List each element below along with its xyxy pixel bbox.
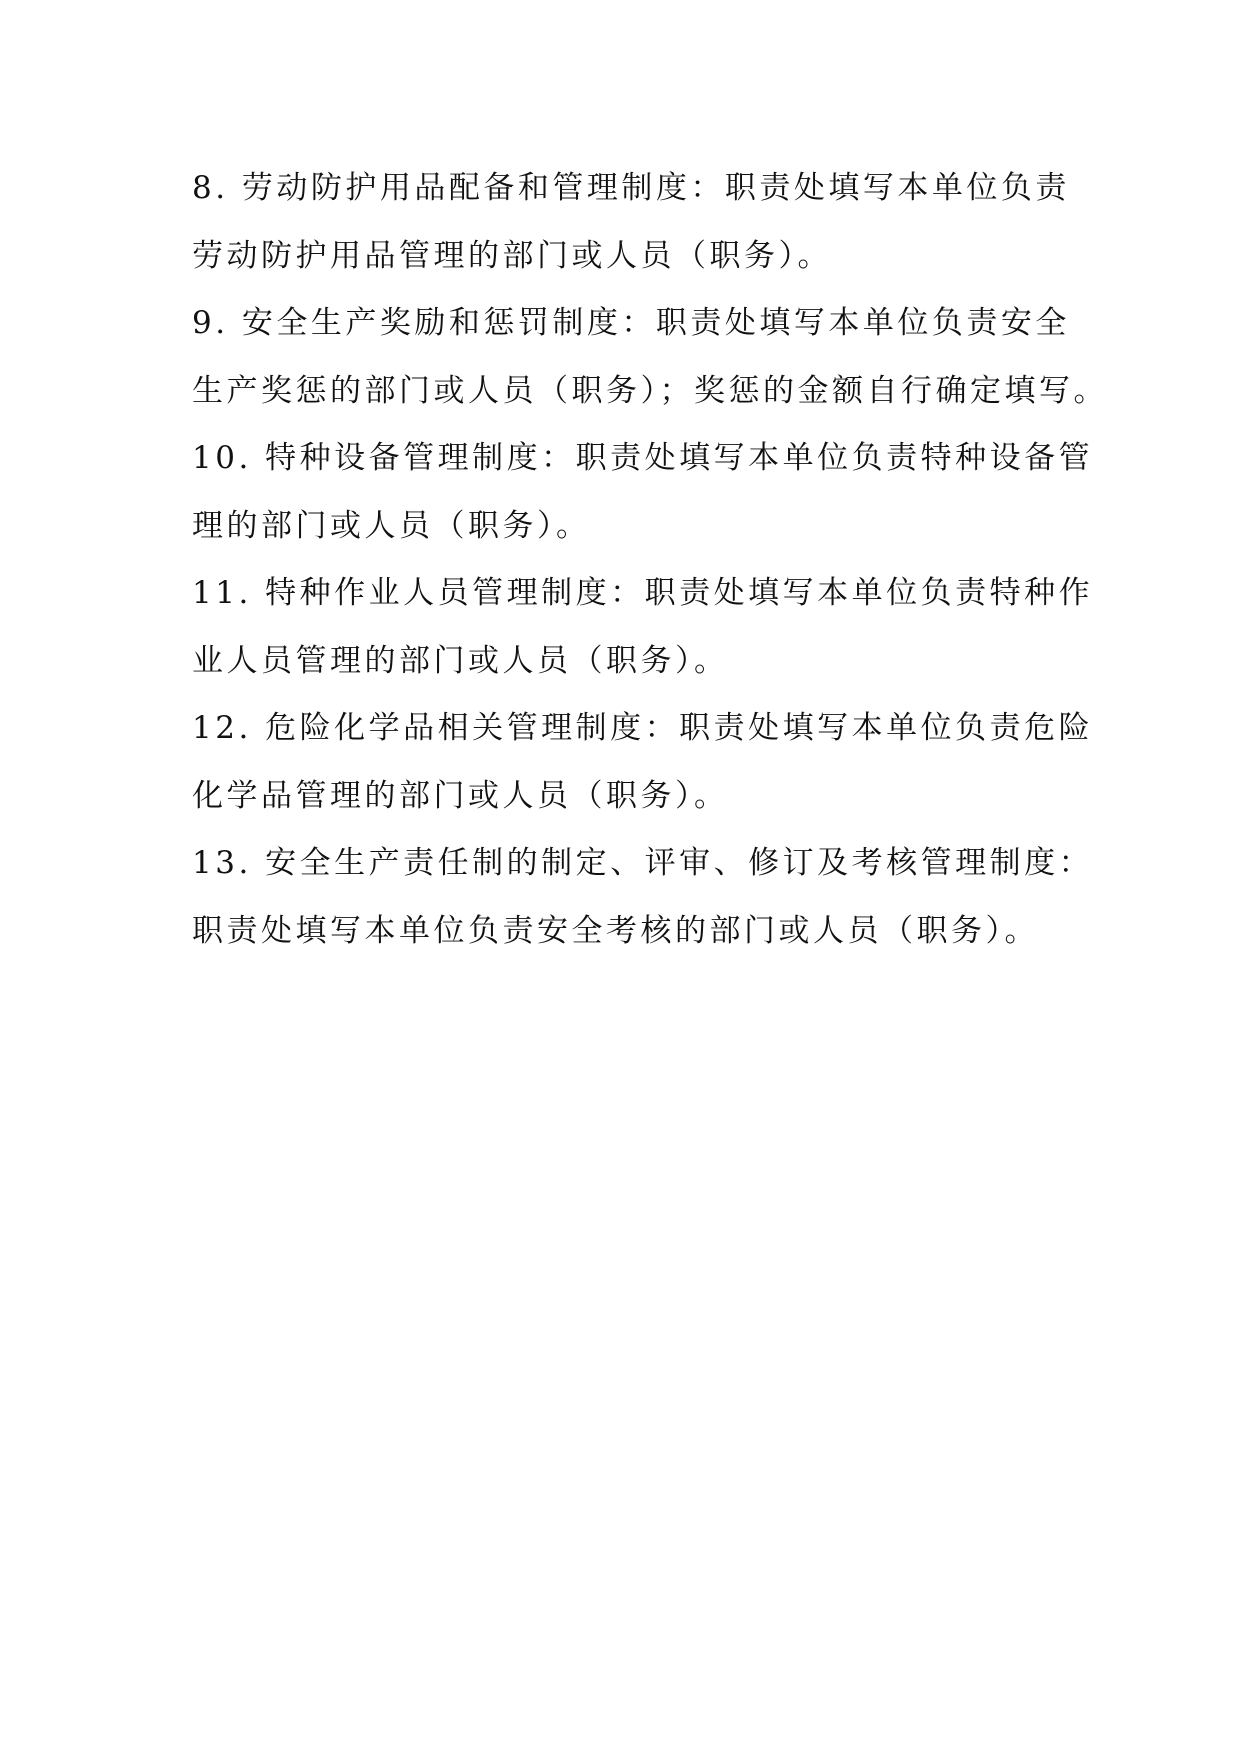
item-11-line-2: 业人员管理的部门或人员（职务）。 bbox=[192, 642, 729, 679]
item-10-line-2: 理的部门或人员（职务）。 bbox=[192, 507, 591, 544]
item-12-line-1: 12. 危险化学品相关管理制度：职责处填写本单位负责危险 bbox=[192, 710, 1094, 746]
item-10-line-1: 10. 特种设备管理制度：职责处填写本单位负责特种设备管 bbox=[192, 440, 1094, 476]
item-8-line-2: 劳动防护用品管理的部门或人员（职务）。 bbox=[192, 237, 832, 274]
item-11-line-1: 11. 特种作业人员管理制度：职责处填写本单位负责特种作 bbox=[192, 575, 1094, 611]
item-13-line-1: 13. 安全生产责任制的制定、评审、修订及考核管理制度： bbox=[192, 845, 1094, 881]
document-body bbox=[192, 155, 1108, 965]
item-9-line-2: 生产奖惩的部门或人员（职务）；奖惩的金额自行确定填写。 bbox=[192, 372, 1108, 409]
item-9-line-1: 9. 安全生产奖励和惩罚制度：职责处填写本单位负责安全 bbox=[192, 305, 1070, 341]
item-8-line-1: 8. 劳动防护用品配备和管理制度：职责处填写本单位负责 bbox=[192, 170, 1070, 206]
item-12-line-2: 化学品管理的部门或人员（职务）。 bbox=[192, 777, 729, 814]
item-13-line-2: 职责处填写本单位负责安全考核的部门或人员（职务）。 bbox=[192, 912, 1039, 949]
